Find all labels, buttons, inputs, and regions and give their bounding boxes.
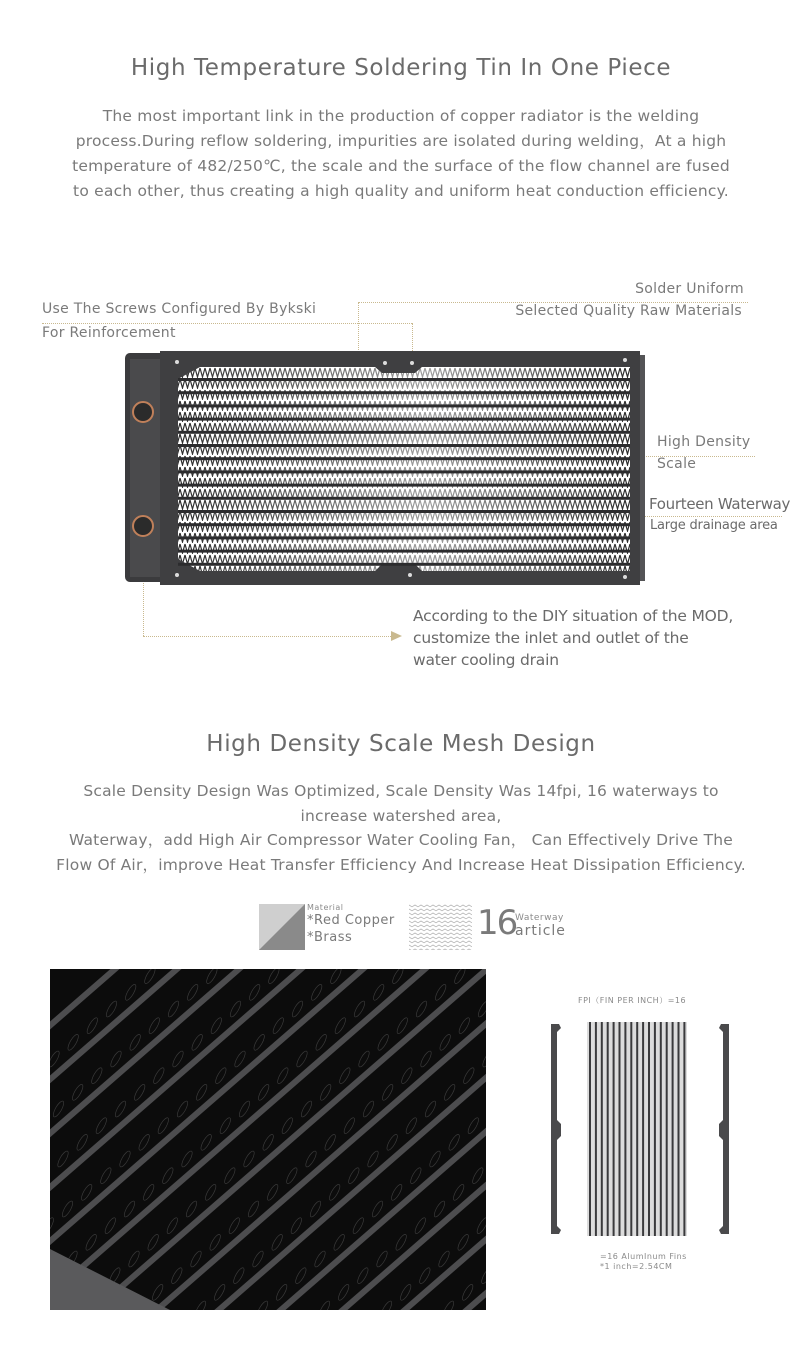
section1-title: High Temperature Soldering Tin In One Piece xyxy=(130,55,672,81)
callout-diy-line3: water cooling drain xyxy=(413,651,559,669)
wave-line xyxy=(409,945,472,947)
fin-line xyxy=(642,1022,644,1236)
water-tube xyxy=(178,404,630,407)
waterway-word: article xyxy=(515,923,566,939)
water-tube xyxy=(178,378,630,381)
fin-line xyxy=(619,1022,621,1236)
copper-port-icon xyxy=(133,516,153,536)
fin-line xyxy=(654,1022,656,1236)
callout-waterway-line1: Fourteen Waterway xyxy=(649,495,791,513)
water-tube xyxy=(178,457,630,460)
waterway-number: 16 xyxy=(477,903,517,943)
fin-line xyxy=(624,1022,626,1236)
arrow-right-icon xyxy=(391,630,403,642)
callout-solder-line2: Selected Quality Raw Materials xyxy=(515,303,742,319)
fin-line xyxy=(595,1022,597,1236)
water-tube xyxy=(178,523,630,526)
callout-solder-line1: Solder Uniform xyxy=(635,281,744,297)
side-plate-left xyxy=(551,1024,561,1234)
water-tube xyxy=(178,418,630,421)
callout-screws-line2: For Reinforcement xyxy=(42,325,176,341)
paragraph-line: The most important link in the production of copper radiator is the welding xyxy=(102,107,700,125)
water-tube xyxy=(178,536,630,539)
radiator-image xyxy=(120,345,650,590)
fin-line xyxy=(683,1022,685,1236)
fin-note-count: =16 AlumInum Fins xyxy=(600,1252,687,1261)
water-tube xyxy=(178,510,630,513)
fin-line xyxy=(607,1022,609,1236)
wave-line xyxy=(409,941,472,943)
fin-line xyxy=(672,1022,674,1236)
paragraph-line: Flow Of Air，improve Heat Transfer Efficiency And Increase Heat Dissipation Efficiency. xyxy=(56,855,746,874)
water-tube xyxy=(178,391,630,394)
radiator-closeup-photo xyxy=(50,969,486,1310)
callout-diy xyxy=(413,605,733,671)
wave-line xyxy=(409,905,472,907)
section1-paragraph xyxy=(20,104,782,204)
wave-line xyxy=(409,917,472,919)
fin-line xyxy=(666,1022,668,1236)
wave-line xyxy=(409,937,472,939)
callout-screws-line1: Use The Screws Configured By Bykski xyxy=(42,301,317,317)
paragraph-line: temperature of 482/250℃, the scale and the surface of the flow channel are fused xyxy=(72,157,730,175)
wave-line xyxy=(409,925,472,927)
water-tube xyxy=(178,444,630,447)
wave-line xyxy=(409,909,472,911)
fin-note-inch: *1 inch=2.54CM xyxy=(600,1262,673,1271)
water-tube xyxy=(178,431,630,434)
leader-line xyxy=(42,323,412,324)
callout-diy-line1: According to the DIY situation of the MOD, xyxy=(413,607,734,625)
paragraph-line: increase watershed area, xyxy=(300,806,502,825)
fin-line xyxy=(601,1022,603,1236)
water-tube xyxy=(178,550,630,553)
fin-diagram xyxy=(545,1018,735,1240)
waterway-caption: Waterway xyxy=(515,913,564,923)
wave-line xyxy=(409,929,472,931)
fin-line xyxy=(613,1022,615,1236)
wave-line xyxy=(409,933,472,935)
fin-line xyxy=(660,1022,662,1236)
paragraph-line: process.During reflow soldering, impurities are isolated during welding，At a high xyxy=(75,132,727,150)
water-tube xyxy=(178,470,630,473)
fin-line xyxy=(678,1022,680,1236)
callout-waterway-line2: Large drainage area xyxy=(650,518,778,533)
callout-diy-line2: customize the inlet and outlet of the xyxy=(413,629,689,647)
paragraph-line: Waterway，add High Air Compressor Water Cooling Fan， Can Effectively Drive The xyxy=(68,831,734,849)
fin-line xyxy=(589,1022,591,1236)
section2-title: High Density Scale Mesh Design xyxy=(206,731,596,757)
copper-port-icon xyxy=(133,402,153,422)
material-caption: Material xyxy=(307,903,344,912)
fin-line xyxy=(648,1022,650,1236)
wave-line xyxy=(409,921,472,923)
wave-line xyxy=(409,913,472,915)
paragraph-line: Scale Density Design Was Optimized, Scale Density Was 14fpi, 16 waterways to xyxy=(83,782,719,800)
waterway-wave-icon xyxy=(409,902,472,950)
paragraph-line: to each other, thus creating a high quality and uniform heat conduction efficiency. xyxy=(73,182,729,200)
section2-paragraph xyxy=(10,779,792,877)
wave-line xyxy=(409,949,472,950)
fin-diagram-title: FPI（FIN PER INCH）=16 xyxy=(578,996,687,1005)
leader-line xyxy=(143,636,393,637)
material-icon xyxy=(259,904,305,950)
callout-density-line2: Scale xyxy=(657,456,697,472)
callout-density-line1: High Density xyxy=(657,434,751,450)
side-plate-right xyxy=(719,1024,729,1234)
water-tube xyxy=(178,484,630,487)
material-item-red-copper: *Red Copper xyxy=(307,913,395,928)
water-tube xyxy=(178,497,630,500)
fin-line xyxy=(630,1022,632,1236)
material-item-brass: *Brass xyxy=(307,930,353,945)
fin-line xyxy=(636,1022,638,1236)
water-tube xyxy=(178,563,630,566)
